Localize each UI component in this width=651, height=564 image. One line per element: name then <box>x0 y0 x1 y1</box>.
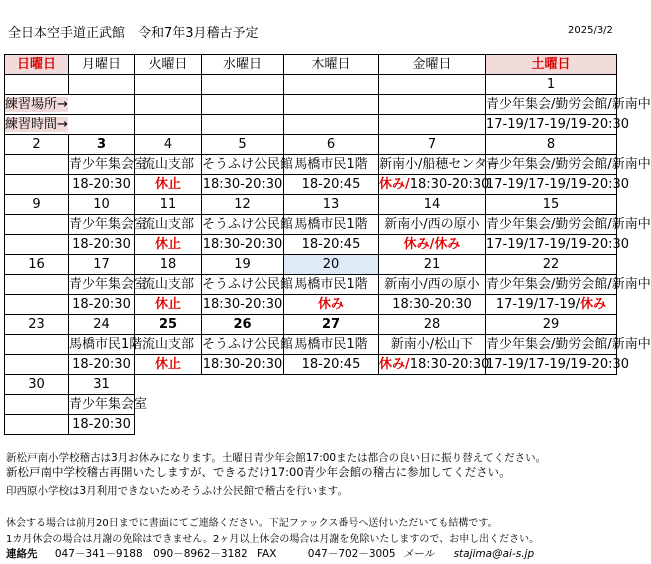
day-cell: 21 <box>379 255 486 275</box>
place-cell: 流山支部 <box>135 275 202 295</box>
day-cell: 15 <box>486 195 617 215</box>
place-cell: 青少年集会/勤労会館/新南中 <box>486 275 617 295</box>
day-cell: 31 <box>69 375 135 395</box>
time-cell: 17-19/17-19/休み <box>486 295 617 315</box>
week-5-day-row <box>5 375 617 395</box>
place-cell: 新南小/西の原小 <box>379 275 486 295</box>
time-cell: 休止 <box>135 355 202 375</box>
time-cell: 18-20:45 <box>284 355 379 375</box>
time-cell: 18-20:30 <box>69 175 135 195</box>
week-5-time-row <box>5 415 617 435</box>
time-cell: 18:30-20:30 <box>202 295 284 315</box>
day-cell: 16 <box>5 255 69 275</box>
day-cell: 26 <box>202 315 284 335</box>
day-cell: 4 <box>135 135 202 155</box>
day-cell: 12 <box>202 195 284 215</box>
mail-label: メール <box>402 548 435 560</box>
day-cell: 23 <box>5 315 69 335</box>
day-cell: 8 <box>486 135 617 155</box>
week-3-time-row <box>5 295 617 315</box>
day-cell: 22 <box>486 255 617 275</box>
place-cell: 青少年集会/勤労会館/新南中 <box>486 335 617 355</box>
day-cell: 2 <box>5 135 69 155</box>
time-cell: 18:30-20:30 <box>202 235 284 255</box>
week-4-day-row <box>5 315 617 335</box>
place-cell: 馬橋市民1階 <box>284 155 379 175</box>
place-cell: 流山支部 <box>135 335 202 355</box>
day-cell: 24 <box>69 315 135 335</box>
fax-label: FAX <box>256 548 277 560</box>
time-cell: 17-19/17-19/19-20:30 <box>486 235 617 255</box>
week-2-day-row <box>5 195 617 215</box>
time-cell: 18-20:30 <box>69 415 135 435</box>
place-cell: そうふけ公民館 <box>202 335 284 355</box>
day-cell: 19 <box>202 255 284 275</box>
issue-date: 2025/3/2 <box>568 25 613 36</box>
time-cell: 休み/18:30-20:30 <box>379 175 486 195</box>
day-cell: 6 <box>284 135 379 155</box>
day-cell: 10 <box>69 195 135 215</box>
day-cell: 7 <box>379 135 486 155</box>
place-cell: 新南小/松山下 <box>379 335 486 355</box>
schedule-table <box>4 54 651 435</box>
day-cell: 3 <box>69 135 135 155</box>
weekday-mon: 月曜日 <box>69 55 135 75</box>
place-label: 練習場所→ <box>5 97 68 112</box>
time-cell: 18-20:45 <box>284 235 379 255</box>
week-0-time-row <box>5 115 617 135</box>
place-cell: 流山支部 <box>135 155 202 175</box>
week-3-place-row <box>5 275 617 295</box>
rest-mark: 休み <box>580 297 607 312</box>
day-cell: 18 <box>135 255 202 275</box>
week-2-place-row <box>5 215 617 235</box>
note-line: 印西原小学校は3月利用できないためそうふけ公民館で稽古を行います。 <box>6 485 348 497</box>
contact-line <box>6 546 534 561</box>
place-cell: 青少年集会/勤労会館/新南中 <box>486 95 617 115</box>
time-cell: 休止 <box>135 175 202 195</box>
week-1-place-row <box>5 155 617 175</box>
day-cell: 30 <box>5 375 69 395</box>
week-5-place-row <box>5 395 617 415</box>
day-cell: 20 <box>284 255 379 275</box>
day-cell: 25 <box>135 315 202 335</box>
time-cell: 休止 <box>135 235 202 255</box>
time-cell: 17-19/17-19/19-20:30 <box>486 175 617 195</box>
time-cell: 休止 <box>135 295 202 315</box>
day-cell: 14 <box>379 195 486 215</box>
weekday-header-row <box>5 55 617 75</box>
week-1-day-row <box>5 135 617 155</box>
week-3-day-row <box>5 255 617 275</box>
mail-address: stajima@ai-s.jp <box>453 548 535 560</box>
weekday-wed: 水曜日 <box>202 55 284 75</box>
day-cell: 5 <box>202 135 284 155</box>
day-cell: 1 <box>486 75 617 95</box>
day-cell: 11 <box>135 195 202 215</box>
week-4-time-row <box>5 355 617 375</box>
place-cell: 新南小/西の原小 <box>379 215 486 235</box>
place-cell: 馬橋市民1階 <box>284 335 379 355</box>
week-1-time-row <box>5 175 617 195</box>
place-cell: 青少年集会室 <box>69 275 135 295</box>
contact-label: 連絡先 <box>6 548 38 560</box>
day-cell: 17 <box>69 255 135 275</box>
rest-mark: 休み/ <box>379 177 410 192</box>
place-cell: 青少年集会室 <box>69 395 135 415</box>
time-cell: 休み/休み <box>379 235 486 255</box>
place-cell: 馬橋市民1階 <box>69 335 135 355</box>
note-line: 新松戸南小学校稽古は3月お休みになります。土曜日青少年会館17:00または都合の良い日に振り替えてください。 <box>6 452 547 464</box>
time-cell: 休み <box>284 295 379 315</box>
place-cell: 青少年集会/勤労会館/新南中 <box>486 155 617 175</box>
note-line: 新松戸南中学校稽古再開いたしますが、できるだけ17:00青少年会館の稽古に参加してください。 <box>6 465 511 479</box>
header <box>0 0 626 48</box>
time-cell: 18-20:30 <box>69 295 135 315</box>
week-4-place-row <box>5 335 617 355</box>
time-cell: 17-19/17-19/19-20:30 <box>486 355 617 375</box>
time-cell: 18:30-20:30 <box>202 175 284 195</box>
day-cell: 9 <box>5 195 69 215</box>
rest-mark: 休み/ <box>379 357 410 372</box>
place-cell: 青少年集会/勤労会館/新南中 <box>486 215 617 235</box>
page-title: 全日本空手道正武館 令和7年3月稽古予定 <box>8 26 259 41</box>
phone-numbers: 047－341－9188 090－8962－3182 <box>54 548 248 560</box>
day-cell: 27 <box>284 315 379 335</box>
time-cell: 18-20:30 <box>69 355 135 375</box>
weekday-thu: 木曜日 <box>284 55 379 75</box>
time-cell: 休み/18:30-20:30 <box>379 355 486 375</box>
time-cell: 17-19/17-19/19-20:30 <box>486 115 617 135</box>
weekday-sat: 土曜日 <box>486 55 617 75</box>
place-cell: そうふけ公民館 <box>202 155 284 175</box>
day-cell: 28 <box>379 315 486 335</box>
note-line: 1カ月休会の場合は月謝の免除はできません。2ヶ月以上休会の場合は月謝を免除いたしますので、お申し出ください。 <box>6 534 540 545</box>
weekday-sun: 日曜日 <box>5 55 69 75</box>
week-2-time-row <box>5 235 617 255</box>
note-line: 休会する場合は前月20日までに書面にてご連絡ください。下記ファックス番号へ送付いただいても結構です。 <box>6 518 498 529</box>
time-cell: 18:30-20:30 <box>379 295 486 315</box>
place-cell: 流山支部 <box>135 215 202 235</box>
place-cell: 青少年集会室 <box>69 155 135 175</box>
time-cell: 18:30-20:30 <box>202 355 284 375</box>
place-cell: 新南小/船穂センター <box>379 155 486 175</box>
day-cell: 29 <box>486 315 617 335</box>
weekday-fri: 金曜日 <box>379 55 486 75</box>
fax-number: 047－702－3005 <box>307 548 396 560</box>
week-0-day-row <box>5 75 617 95</box>
place-cell: 馬橋市民1階 <box>284 275 379 295</box>
time-cell: 18-20:30 <box>69 235 135 255</box>
time-cell: 18-20:45 <box>284 175 379 195</box>
week-0-place-row <box>5 95 617 115</box>
weekday-tue: 火曜日 <box>135 55 202 75</box>
place-cell: 青少年集会室 <box>69 215 135 235</box>
place-cell: 馬橋市民1階 <box>284 215 379 235</box>
place-cell: そうふけ公民館 <box>202 215 284 235</box>
time-label: 練習時間→ <box>5 117 68 132</box>
place-cell: そうふけ公民館 <box>202 275 284 295</box>
day-cell: 13 <box>284 195 379 215</box>
